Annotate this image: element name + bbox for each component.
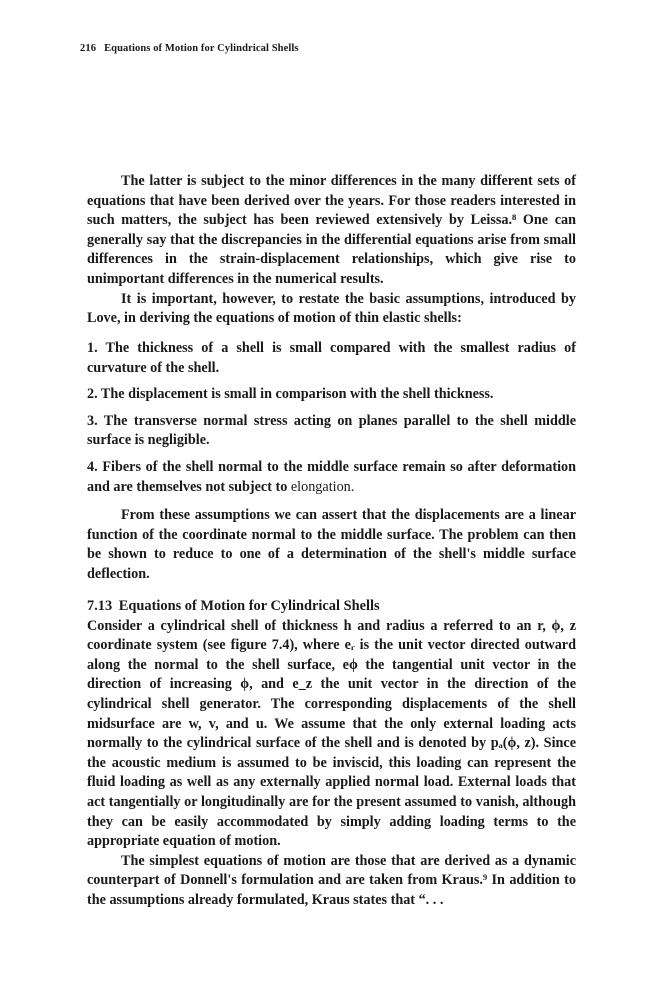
page-number: 216 [80, 43, 97, 54]
running-head-title: Equations of Motion for Cylindrical Shells [104, 43, 299, 54]
paragraph-1: The latter is subject to the minor differences in the many different sets of equations that have been derived over the years. For those readers interested in such matters, the subject has been reviewed extensively by Leissa.⁸ One can generally say that the discrepancies in the differential equations arise from small differences in the strain-displacement relationships, which give rise to unimportant differences in the numerical results. [87, 173, 576, 287]
list-item-4-end: elongation. [290, 478, 355, 495]
paragraph-2: It is important, however, to restate the basic assumptions, introduced by Love, in deriving the equations of motion of thin elastic shells: [87, 290, 576, 327]
list-item-1: 1. The thickness of a shell is small compared with the smallest radius of curvature of the shell. [87, 340, 576, 376]
section-paragraph-1: Consider a cylindrical shell of thickness h and radius a referred to an r, ϕ, z coordinate system (see figure 7.4), where eᵣ is the unit vector directed outward along the normal to the shell surface, eϕ the tangential unit vector in the direction of increasing ϕ, and e_z the unit vector in the direction of the cylindrical shell generator. The corresponding displacements of the shell midsurface are w, v, and u. We assume that the only external loading acts normally to the cylindrical surface of the shell and is denoted by pₐ(ϕ, z). Since the acoustic medium is assumed to be inviscid, this loading can represent the fluid loading as well as any externally applied normal load. External loads that act tangentially or longitudinally are for the present assumed to vanish, although they can be easily accommodated by simply adding loading terms to the appropriate equation of motion. [87, 617, 576, 850]
list-item-4 [87, 458, 576, 497]
list-item-4-text: 4. Fibers of the shell normal to the middle surface remain so after deformation and are themselves not subject to [87, 458, 576, 495]
assumptions-list [87, 339, 576, 504]
section-paragraph-2: The simplest equations of motion are those that are derived as a dynamic counterpart of Donnell's formulation and are taken from Kraus.⁹ In addition to the assumptions already formulated, Kraus states that “. . . [87, 852, 576, 908]
section-number: 7.13 [87, 598, 113, 614]
section-title: Equations of Motion for Cylindrical Shells [118, 598, 380, 614]
running-head [80, 43, 299, 54]
list-item-2: 2. The displacement is small in comparison with the shell thickness. [87, 386, 494, 403]
section-7-13 [87, 597, 576, 911]
section-heading [87, 597, 576, 617]
intro-text [87, 172, 576, 329]
assumptions-conclusion [87, 506, 576, 584]
paragraph-3: From these assumptions we can assert that the displacements are a linear function of the coordinate normal to the middle surface. The problem can then be shown to reduce to one of a determination of the shell's middle surface deflection. [87, 507, 576, 582]
list-item-3: 3. The transverse normal stress acting on planes parallel to the shell middle surface is negligible. [87, 412, 576, 449]
